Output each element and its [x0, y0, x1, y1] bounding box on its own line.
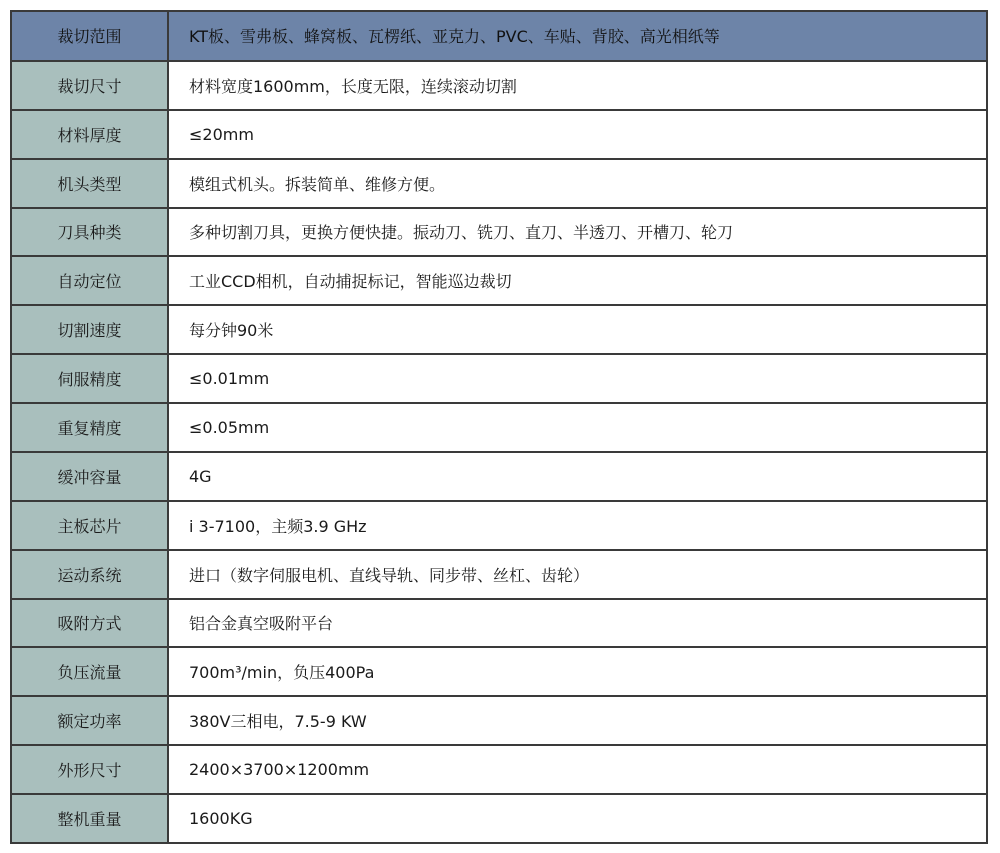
spec-value: 4G — [168, 452, 987, 501]
spec-value: 工业CCD相机，自动捕捉标记，智能巡边裁切 — [168, 256, 987, 305]
spec-value: 700m³/min，负压400Pa — [168, 647, 987, 696]
spec-value: 380V三相电，7.5-9 KW — [168, 696, 987, 745]
table-row — [11, 794, 987, 843]
table-header-row — [11, 11, 987, 61]
spec-label: 机头类型 — [11, 159, 168, 208]
table-row — [11, 159, 987, 208]
spec-value: 模组式机头。拆装简单、维修方便。 — [168, 159, 987, 208]
spec-label: 伺服精度 — [11, 354, 168, 403]
spec-label: 负压流量 — [11, 647, 168, 696]
spec-value: 铝合金真空吸附平台 — [168, 599, 987, 648]
spec-label: 吸附方式 — [11, 599, 168, 648]
table-row — [11, 696, 987, 745]
spec-value: ≤20mm — [168, 110, 987, 159]
table-row — [11, 647, 987, 696]
spec-value: ≤0.01mm — [168, 354, 987, 403]
spec-label: 主板芯片 — [11, 501, 168, 550]
spec-value: 2400×3700×1200mm — [168, 745, 987, 794]
spec-label: 缓冲容量 — [11, 452, 168, 501]
spec-label: 裁切尺寸 — [11, 61, 168, 110]
spec-value: 材料宽度1600mm，长度无限，连续滚动切割 — [168, 61, 987, 110]
table-row — [11, 550, 987, 599]
spec-value: i 3-7100，主频3.9 GHz — [168, 501, 987, 550]
spec-value: 1600KG — [168, 794, 987, 843]
table-row — [11, 110, 987, 159]
table-row — [11, 354, 987, 403]
table-row — [11, 256, 987, 305]
table-row — [11, 208, 987, 257]
spec-label: 运动系统 — [11, 550, 168, 599]
spec-label: 材料厚度 — [11, 110, 168, 159]
spec-table — [10, 10, 988, 844]
spec-value: KT板、雪弗板、蜂窝板、瓦楞纸、亚克力、PVC、车贴、背胶、高光相纸等 — [168, 11, 987, 61]
spec-label: 裁切范围 — [11, 11, 168, 61]
spec-label: 额定功率 — [11, 696, 168, 745]
table-row — [11, 305, 987, 354]
spec-value: 进口（数字伺服电机、直线导轨、同步带、丝杠、齿轮） — [168, 550, 987, 599]
spec-label: 切割速度 — [11, 305, 168, 354]
spec-value: 多种切割刀具，更换方便快捷。振动刀、铣刀、直刀、半透刀、开槽刀、轮刀 — [168, 208, 987, 257]
spec-label: 外形尺寸 — [11, 745, 168, 794]
table-row — [11, 452, 987, 501]
table-row — [11, 745, 987, 794]
table-row — [11, 501, 987, 550]
spec-label: 自动定位 — [11, 256, 168, 305]
spec-value: ≤0.05mm — [168, 403, 987, 452]
spec-value: 每分钟90米 — [168, 305, 987, 354]
table-row — [11, 61, 987, 110]
spec-label: 整机重量 — [11, 794, 168, 843]
spec-label: 刀具种类 — [11, 208, 168, 257]
table-row — [11, 403, 987, 452]
spec-label: 重复精度 — [11, 403, 168, 452]
table-row — [11, 599, 987, 648]
